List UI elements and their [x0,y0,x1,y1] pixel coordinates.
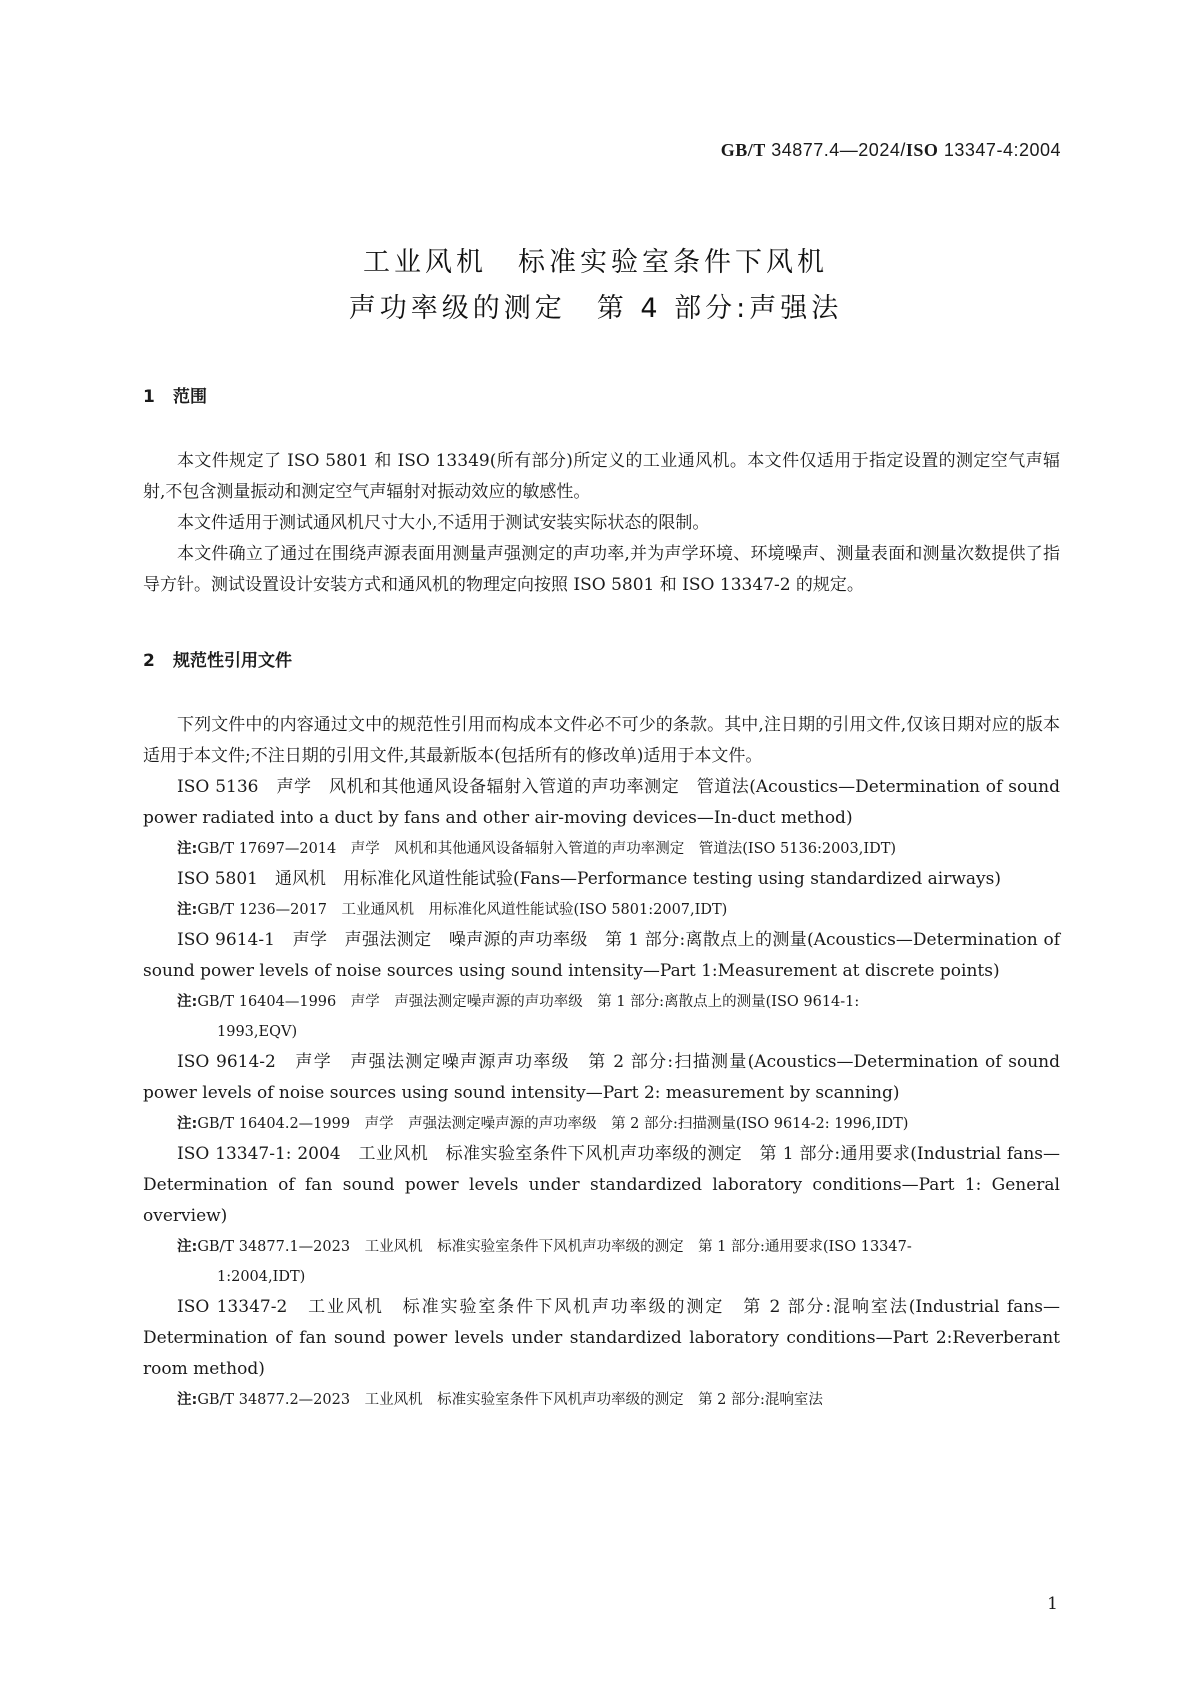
paragraph: 本文件确立了通过在围绕声源表面用测量声强测定的声功率,并为声学环境、环境噪声、测量表面和测量次数提供了指导方针。测试设置设计安装方式和通风机的物理定向按照 ISO 5801 和 ISO 13347-2 的规定。 [143,544,1060,595]
paragraph: 下列文件中的内容通过文中的规范性引用而构成本文件必不可少的条款。其中,注日期的引用文件,仅该日期对应的版本适用于本文件;不注日期的引用文件,其最新版本(包括所有的修改单)适用于本文件。 [143,715,1060,766]
reference-note [143,1109,1060,1139]
reference-item: ISO 5801 通风机 用标准化风道性能试验(Fans—Performance testing using standardized airways) [177,869,1001,889]
note-continuation: 1:2004,IDT) [217,1269,306,1285]
reference-note [143,987,1060,1047]
note-text: GB/T 34877.2—2023 工业风机 标准实验室条件下风机声功率级的测定 第 2 部分:混响室法 [197,1392,823,1408]
reference-item: ISO 13347-2 工业风机 标准实验室条件下风机声功率级的测定 第 2 部分:混响室法(Industrial fans—Determination of fan sound power levels under standardized laboratory conditions—Part 2:Reverberant room method) [143,1297,1060,1379]
page-number: 1 [1047,1594,1058,1614]
reference-note [143,1232,1060,1292]
reference-item: ISO 5136 声学 风机和其他通风设备辐射入管道的声功率测定 管道法(Acoustics—Determination of sound power radiated into a duct by fans and other air-moving devices—In-duct method) [143,777,1060,828]
section-title: 范围 [173,387,207,407]
paragraph: 本文件适用于测试通风机尺寸大小,不适用于测试安装实际状态的限制。 [177,513,710,533]
reference-item: ISO 9614-2 声学 声强法测定噪声源声功率级 第 2 部分:扫描测量(Acoustics—Determination of sound power levels of noise sources using sound intensity—Part 2: measurement by scanning) [143,1052,1060,1103]
note-continuation: 1993,EQV) [217,1024,298,1040]
document-title [0,240,1191,332]
note-label: 注: [177,841,198,857]
reference-item: ISO 9614-1 声学 声强法测定 噪声源的声功率级 第 1 部分:离散点上的测量(Acoustics—Determination of sound power levels of noise sources using sound intensity—Part 1:Measurement at discrete points) [143,930,1060,981]
note-text: GB/T 16404.2—1999 声学 声强法测定噪声源的声功率级 第 2 部分:扫描测量(ISO 9614-2: 1996,IDT) [197,1116,909,1132]
section-heading-scope [143,382,1060,413]
reference-note [143,895,1060,925]
note-label: 注: [177,994,198,1010]
note-label: 注: [177,902,198,918]
reference-note [143,834,1060,864]
note-text: GB/T 34877.1—2023 工业风机 标准实验室条件下风机声功率级的测定 第 1 部分:通用要求(ISO 13347- [197,1239,912,1255]
note-label: 注: [177,1116,198,1132]
note-label: 注: [177,1392,198,1408]
section-number: 1 [143,387,155,407]
note-text: GB/T 17697—2014 声学 风机和其他通风设备辐射入管道的声功率测定 管道法(ISO 5136:2003,IDT) [197,841,897,857]
iso-number: 13347-4:2004 [938,140,1061,160]
reference-item: ISO 13347-1: 2004 工业风机 标准实验室条件下风机声功率级的测定 第 1 部分:通用要求(Industrial fans—Determination of fan sound power levels under standardized laboratory conditions—Part 1: General overview) [143,1144,1060,1226]
note-text: GB/T 1236—2017 工业通风机 用标准化风道性能试验(ISO 5801:2007,IDT) [197,902,728,918]
gbt-prefix: GB/T [720,140,766,160]
section-heading-normative-references [143,646,1060,677]
title-line-2: 声功率级的测定 第 4 部分:声强法 [348,293,843,324]
note-label: 注: [177,1239,198,1255]
standard-number-header [721,140,1061,161]
paragraph: 本文件规定了 ISO 5801 和 ISO 13349(所有部分)所定义的工业通风机。本文件仅适用于指定设置的测定空气声辐射,不包含测量振动和测定空气声辐射对振动效应的敏感性。 [143,451,1060,502]
gbt-number: 34877.4—2024/ [765,140,906,160]
note-text: GB/T 16404—1996 声学 声强法测定噪声源的声功率级 第 1 部分:离散点上的测量(ISO 9614-1: [197,994,860,1010]
section-title: 规范性引用文件 [173,651,292,671]
section-number: 2 [143,651,155,671]
iso-prefix: ISO [905,140,939,160]
title-line-1: 工业风机 标准实验室条件下风机 [363,247,828,278]
reference-note [143,1385,1060,1415]
document-body [143,382,1060,1415]
